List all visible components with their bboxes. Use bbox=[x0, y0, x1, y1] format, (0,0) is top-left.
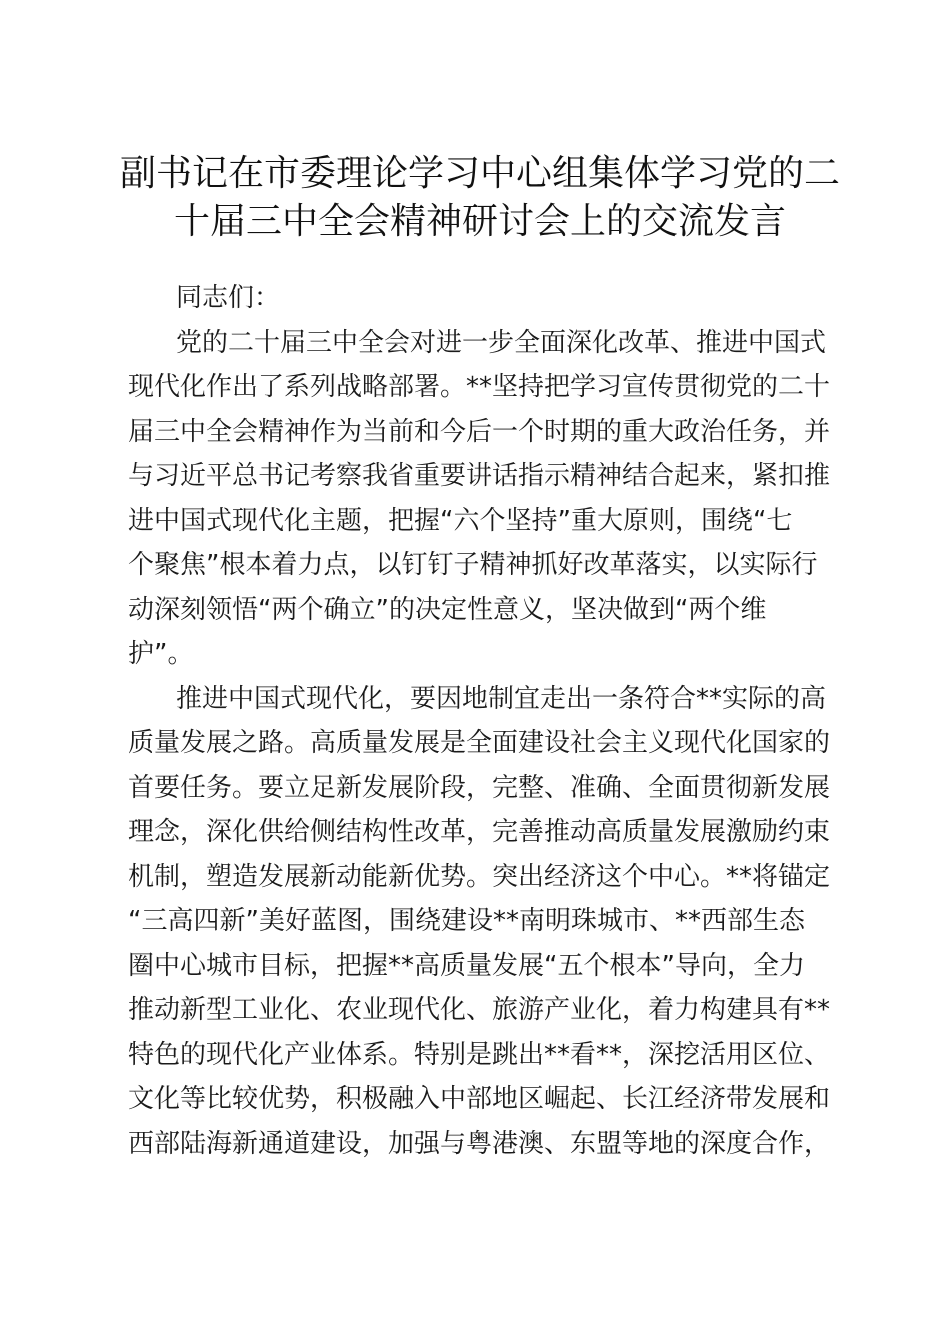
paragraph-line: 现代化作出了系列战略部署。**坚持把学习宣传贯彻党的二十 bbox=[128, 372, 831, 402]
paragraph-line: 首要任务。要立足新发展阶段，完整、准确、全面贯彻新发展 bbox=[128, 772, 831, 803]
paragraph-line: 机制，塑造发展新动能新优势。突出经济这个中心。**将锚定 bbox=[128, 861, 831, 892]
salutation: 同志们： bbox=[176, 283, 281, 313]
paragraph-line: “三高四新”美好蓝图，围绕建设**南明珠城市、**西部生态 bbox=[128, 906, 805, 936]
paragraph-line: 理念，深化供给侧结构性改革，完善推动高质量发展激励约束 bbox=[128, 817, 831, 847]
paragraph-line: 推动新型工业化、农业现代化、旅游产业化，着力构建具有** bbox=[128, 995, 831, 1025]
paragraph-line: 特色的现代化产业体系。特别是跳出**看**，深挖活用区位、 bbox=[128, 1039, 831, 1070]
document-title bbox=[120, 150, 840, 246]
paragraph-line: 圈中心城市目标，把握**高质量发展“五个根本”导向，全力 bbox=[128, 950, 805, 981]
paragraph-line: 与习近平总书记考察我省重要讲话指示精神结合起来，紧扣推 bbox=[128, 461, 831, 491]
paragraph-1 bbox=[128, 321, 831, 677]
paragraph-line: 质量发展之路。高质量发展是全面建设社会主义现代化国家的 bbox=[128, 728, 831, 758]
paragraph-line: 党的二十届三中全会对进一步全面深化改革、推进中国式 bbox=[176, 327, 827, 358]
paragraph-line: 文化等比较优势，积极融入中部地区崛起、长江经济带发展和 bbox=[128, 1084, 831, 1114]
paragraph-2 bbox=[128, 677, 831, 1167]
paragraph-line: 动深刻领悟“两个确立”的决定性意义，坚决做到“两个维 bbox=[128, 594, 767, 625]
paragraph-line: 护”。 bbox=[128, 639, 194, 669]
paragraph-line: 个聚焦”根本着力点，以钉钉子精神抓好改革落实，以实际行 bbox=[128, 550, 818, 580]
document-body bbox=[128, 276, 831, 1166]
paragraph-line: 推进中国式现代化，要因地制宜走出一条符合**实际的高 bbox=[176, 683, 827, 714]
paragraph-line: 进中国式现代化主题，把握“六个坚持”重大原则，围绕“七 bbox=[128, 505, 793, 536]
title-line: 副书记在市委理论学习中心组集体学习党的二 bbox=[120, 153, 841, 194]
paragraph-line: 西部陆海新通道建设，加强与粤港澳、东盟等地的深度合作， bbox=[128, 1128, 831, 1159]
title-line: 十届三中全会精神研讨会上的交流发言 bbox=[173, 201, 786, 242]
paragraph-line: 届三中全会精神作为当前和今后一个时期的重大政治任务，并 bbox=[128, 416, 831, 447]
